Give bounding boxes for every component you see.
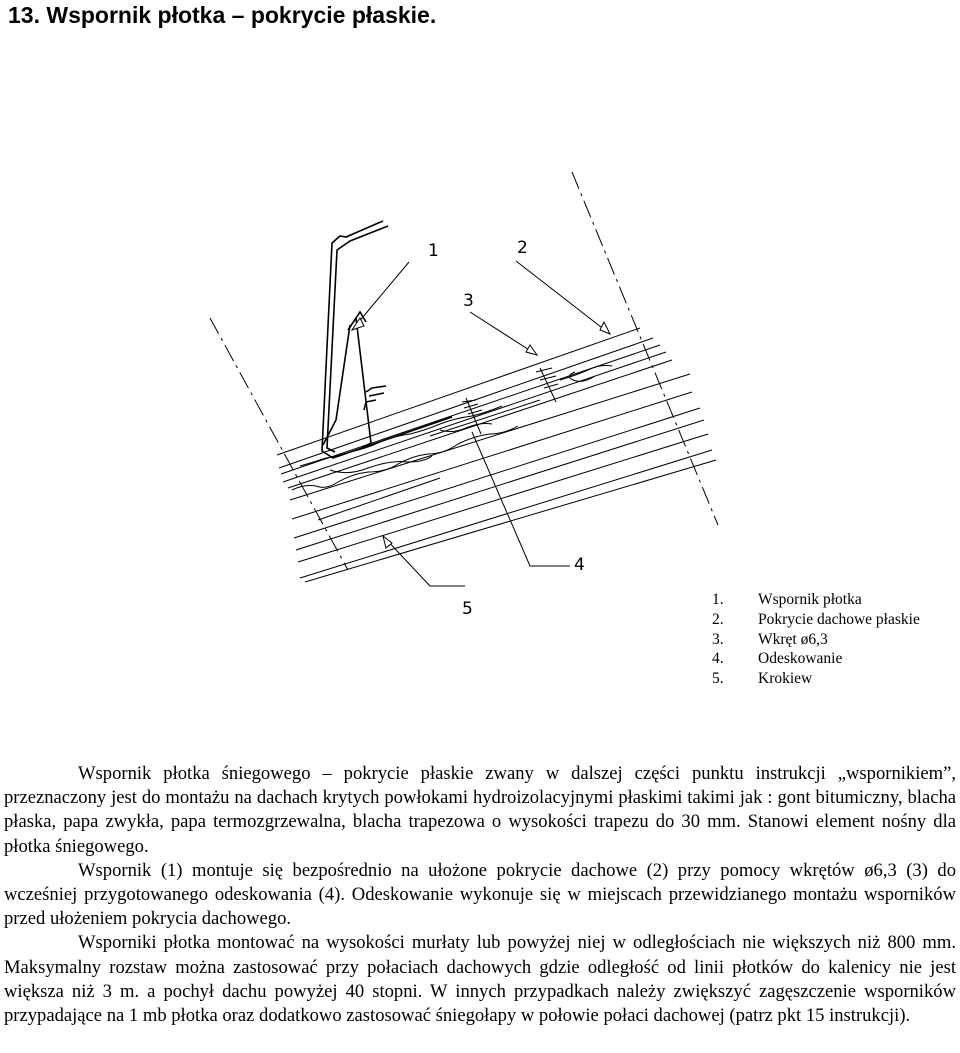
legend-item: 4. Odeskowanie bbox=[712, 650, 843, 668]
callout-1: 1 bbox=[428, 241, 439, 261]
paragraph-1: Wspornik płotka śniegowego – pokrycie płaskie zwany w dalszej części punktu instrukcji „wspornikiem”, przeznaczony jest do montażu na dachach krytych powłokami hydroizolacyjnymi płaskimi takimi jak : gont bitumiczny, blacha płaska, papa zwykła, papa termozgrzewalna, blacha trapezowa o wysokości trapezu do 30 mm. Stanowi element nośny dla płotka śniegowego. bbox=[4, 763, 956, 857]
body-text bbox=[4, 762, 956, 1028]
right-boundary-line bbox=[572, 172, 718, 525]
callout-2: 2 bbox=[517, 238, 528, 258]
paragraph-2: Wspornik (1) montuje się bezpośrednio na ułożone pokrycie dachowe (2) przy pomocy wkrętów ø6,3 (3) do wcześniej przygotowanego odeskowania (4). Odeskowanie wykonuje się w miejscach przewidzianego montażu wsporników przed ułożeniem pokrycia dachowego. bbox=[4, 859, 956, 930]
roof-covering bbox=[292, 366, 612, 491]
callout-5: 5 bbox=[462, 599, 473, 619]
callout-3: 3 bbox=[463, 291, 474, 311]
page-title: 13. Wspornik płotka – pokrycie płaskie. bbox=[8, 2, 437, 28]
screws bbox=[462, 368, 558, 434]
legend-item: 3. Wkręt ø6,3 bbox=[712, 630, 828, 648]
paragraph-3: Wsporniki płotka montować na wysokości murłaty lub powyżej niej w odległościach nie większych niż 800 mm. Maksymalny rozstaw można zastosować przy połaciach dachowych gdzie odległość od linii płotków do kalenicy nie jest większa niż 3 m. a pochył dachu powyżej 40 stopni. W innych przypadkach należy zwiększyć zagęszczenie wsporników przypadające na 1 mb płotka oraz dodatkowo zastosować śniegołapy w połowie połaci dachowej (patrz pkt 15 instrukcji). bbox=[4, 932, 956, 1027]
legend bbox=[712, 590, 920, 689]
callout-4: 4 bbox=[574, 555, 585, 575]
legend-item: 2. Pokrycie dachowe płaskie bbox=[712, 610, 920, 628]
legend-item: 1. Wspornik płotka bbox=[712, 591, 862, 608]
legend-item: 5. Krokiew bbox=[712, 670, 813, 688]
